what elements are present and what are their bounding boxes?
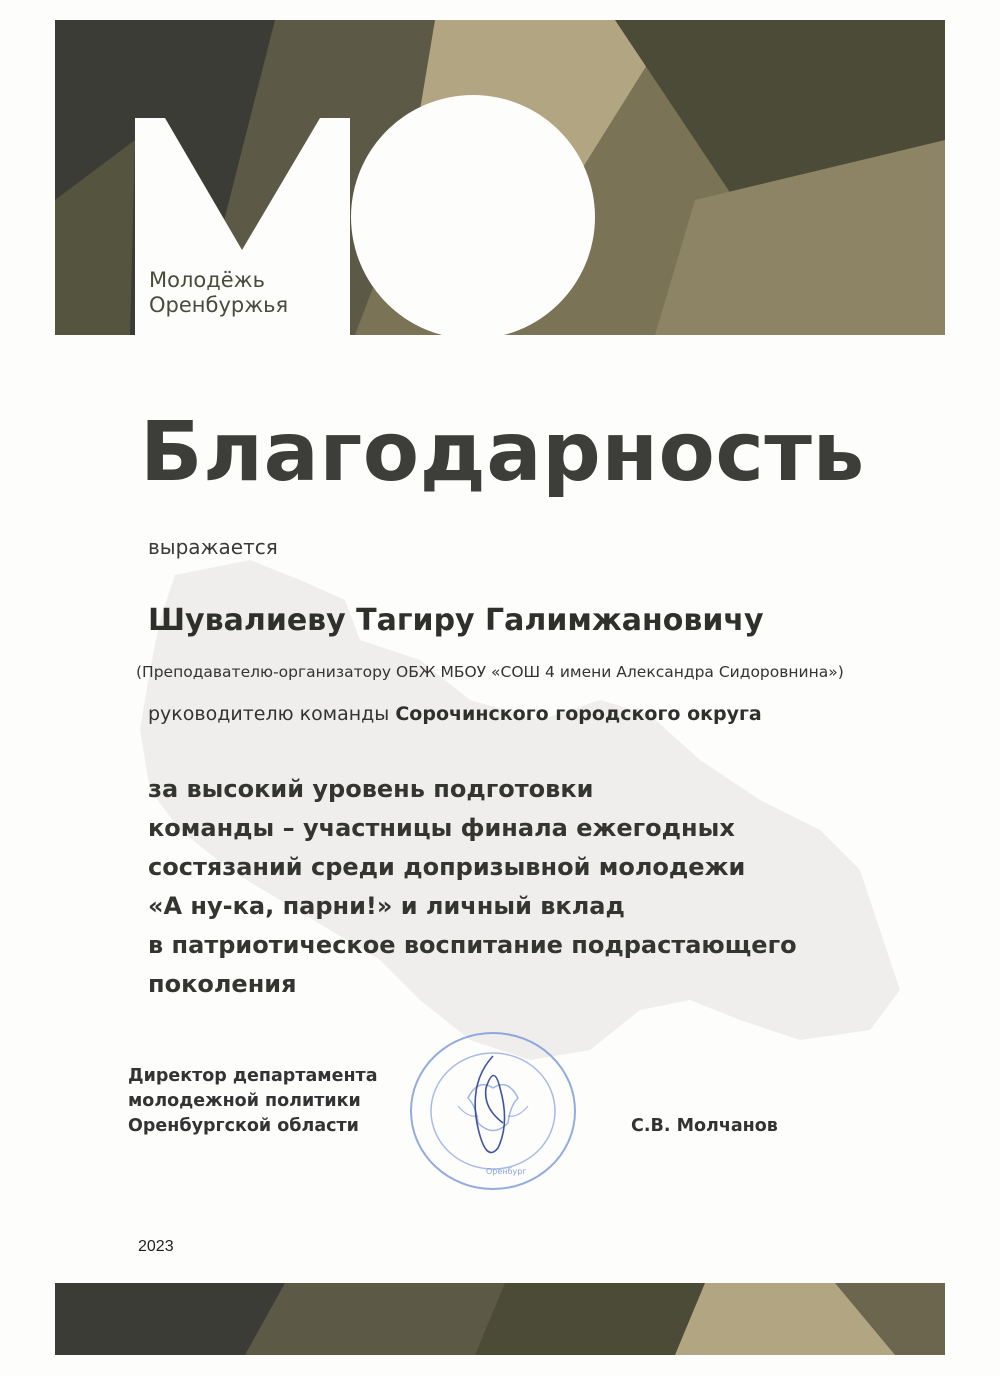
- footer-banner: [55, 1283, 945, 1355]
- signer-line: Оренбургской области: [128, 1116, 359, 1136]
- logo-o-shape: [351, 95, 595, 335]
- signer-line: молодежной политики: [128, 1091, 361, 1111]
- brand-line-1: Молодёжь: [149, 268, 265, 292]
- brand-line-2: Оренбуржья: [149, 293, 289, 317]
- signer-name: С.В. Молчанов: [631, 1116, 778, 1136]
- signer-title: [128, 1064, 378, 1139]
- team-name: Сорочинского городского округа: [395, 703, 762, 725]
- stamp-city: Оренбург: [486, 1167, 527, 1176]
- official-stamp: [398, 1028, 588, 1198]
- reason-line: «А ну-ка, парни!» и личный вклад: [148, 892, 625, 920]
- expressed-label: выражается: [148, 535, 278, 559]
- recipient-position: (Преподавателю-организатору ОБЖ МБОУ «СОШ 4 имени Александра Сидоровнина»): [136, 663, 844, 681]
- reason-line: поколения: [148, 970, 297, 998]
- reason-line: команды – участницы финала ежегодных: [148, 814, 735, 842]
- reason-line: за высокий уровень подготовки: [148, 775, 594, 803]
- reason-line: состязаний среди допризывной молодежи: [148, 853, 746, 881]
- signer-line: Директор департамента: [128, 1066, 378, 1086]
- handwritten-signature: [475, 1056, 504, 1153]
- team-line: [148, 703, 762, 725]
- certificate-year: 2023: [138, 1238, 174, 1255]
- reason-text: [148, 770, 908, 1004]
- team-prefix: руководителю команды: [148, 703, 390, 725]
- reason-line: в патриотическое воспитание подрастающего: [148, 931, 797, 959]
- brand-logo: [149, 268, 288, 318]
- certificate-title: Благодарность: [140, 405, 865, 500]
- recipient-name: Шувалиеву Тагиру Галимжановичу: [148, 603, 764, 638]
- header-banner: [55, 20, 945, 335]
